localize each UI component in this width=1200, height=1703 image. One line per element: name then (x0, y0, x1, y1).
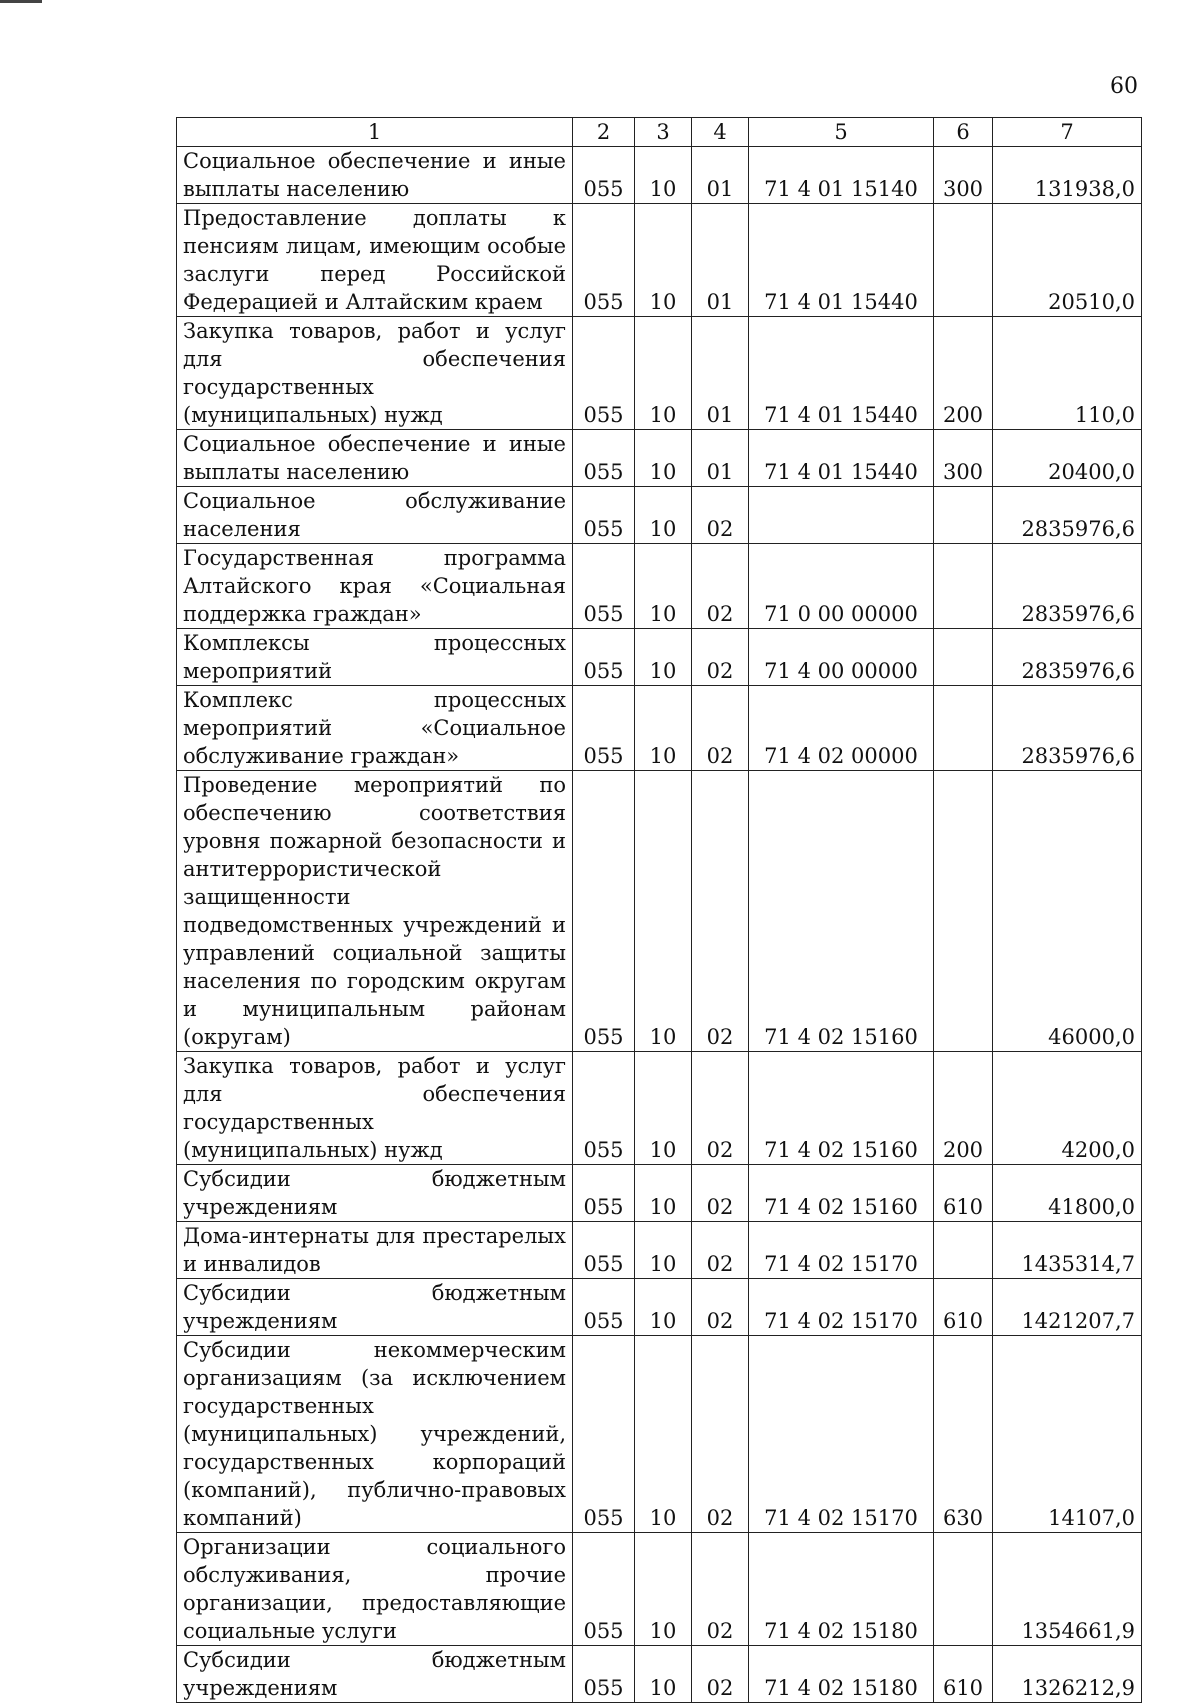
code-subsection-cell: 01 (692, 204, 749, 317)
code-target-item-cell: 71 4 02 15180 (749, 1533, 934, 1646)
code-subsection-cell: 02 (692, 487, 749, 544)
code-section-cell: 10 (635, 771, 692, 1052)
row-name-cell: Социальное обеспечение и иные выплаты населению (177, 147, 573, 204)
table-row (177, 1165, 1142, 1222)
code-target-item-cell: 71 4 02 15170 (749, 1279, 934, 1336)
code-target-item-cell: 71 4 02 15170 (749, 1222, 934, 1279)
code-subsection-cell: 01 (692, 430, 749, 487)
header-row (177, 118, 1142, 147)
table-row (177, 147, 1142, 204)
code-ministry-cell: 055 (573, 686, 635, 771)
amount-cell: 1435314,7 (993, 1222, 1142, 1279)
row-name-cell: Субсидии бюджетным учреждениям (177, 1165, 573, 1222)
code-ministry-cell: 055 (573, 1533, 635, 1646)
code-target-item-cell: 71 4 01 15140 (749, 147, 934, 204)
amount-cell: 2835976,6 (993, 629, 1142, 686)
code-expense-type-cell (934, 686, 993, 771)
table-row (177, 487, 1142, 544)
code-ministry-cell: 055 (573, 1165, 635, 1222)
code-subsection-cell: 02 (692, 629, 749, 686)
row-name-cell: Комплексы процессных мероприятий (177, 629, 573, 686)
code-section-cell: 10 (635, 147, 692, 204)
header-cell: 5 (749, 118, 934, 147)
code-section-cell: 10 (635, 1052, 692, 1165)
table-row (177, 204, 1142, 317)
code-subsection-cell: 02 (692, 1222, 749, 1279)
code-target-item-cell: 71 4 02 15160 (749, 1052, 934, 1165)
table-row (177, 544, 1142, 629)
code-section-cell: 10 (635, 544, 692, 629)
table-row (177, 317, 1142, 430)
amount-cell: 2835976,6 (993, 686, 1142, 771)
code-subsection-cell: 02 (692, 686, 749, 771)
code-ministry-cell: 055 (573, 204, 635, 317)
code-target-item-cell: 71 0 00 00000 (749, 544, 934, 629)
amount-cell: 1421207,7 (993, 1279, 1142, 1336)
code-ministry-cell: 055 (573, 771, 635, 1052)
table-row (177, 629, 1142, 686)
code-section-cell: 10 (635, 1646, 692, 1703)
page-number: 60 (1110, 74, 1138, 99)
code-expense-type-cell (934, 771, 993, 1052)
row-name-cell: Дома-интернаты для престарелых и инвалидов (177, 1222, 573, 1279)
amount-cell: 46000,0 (993, 771, 1142, 1052)
row-name-cell: Закупка товаров, работ и услуг для обеспечения государственных (муниципальных) нужд (177, 317, 573, 430)
code-section-cell: 10 (635, 686, 692, 771)
table-row (177, 1279, 1142, 1336)
table-row (177, 1336, 1142, 1533)
code-ministry-cell: 055 (573, 430, 635, 487)
code-expense-type-cell: 630 (934, 1336, 993, 1533)
code-expense-type-cell: 610 (934, 1646, 993, 1703)
code-subsection-cell: 02 (692, 1336, 749, 1533)
code-target-item-cell: 71 4 02 15180 (749, 1646, 934, 1703)
code-section-cell: 10 (635, 629, 692, 686)
code-ministry-cell: 055 (573, 1222, 635, 1279)
code-target-item-cell (749, 487, 934, 544)
code-target-item-cell: 71 4 02 15160 (749, 1165, 934, 1222)
amount-cell: 4200,0 (993, 1052, 1142, 1165)
budget-table (176, 117, 1142, 1703)
table-row (177, 686, 1142, 771)
row-name-cell: Проведение мероприятий по обеспечению соответствия уровня пожарной безопасности и антитеррористической защищенности подведомственных учреждений и управлений социальной защиты населения по городским округам и муниципальным районам (округам) (177, 771, 573, 1052)
code-expense-type-cell (934, 204, 993, 317)
code-section-cell: 10 (635, 487, 692, 544)
code-ministry-cell: 055 (573, 544, 635, 629)
code-expense-type-cell (934, 1222, 993, 1279)
code-expense-type-cell: 610 (934, 1165, 993, 1222)
code-subsection-cell: 01 (692, 317, 749, 430)
code-ministry-cell: 055 (573, 1052, 635, 1165)
row-name-cell: Закупка товаров, работ и услуг для обеспечения государственных (муниципальных) нужд (177, 1052, 573, 1165)
amount-cell: 2835976,6 (993, 487, 1142, 544)
code-target-item-cell: 71 4 01 15440 (749, 204, 934, 317)
row-name-cell: Субсидии некоммерческим организациям (за исключением государственных (муниципальных) учреждений, государственных корпораций (компаний), публично-правовых компаний) (177, 1336, 573, 1533)
row-name-cell: Государственная программа Алтайского края «Социальная поддержка граждан» (177, 544, 573, 629)
table-body (177, 147, 1142, 1703)
row-name-cell: Социальное обеспечение и иные выплаты населению (177, 430, 573, 487)
scan-edge-mark (0, 0, 42, 3)
amount-cell: 1354661,9 (993, 1533, 1142, 1646)
code-subsection-cell: 02 (692, 771, 749, 1052)
code-ministry-cell: 055 (573, 487, 635, 544)
code-target-item-cell: 71 4 01 15440 (749, 430, 934, 487)
code-expense-type-cell (934, 629, 993, 686)
amount-cell: 110,0 (993, 317, 1142, 430)
amount-cell: 14107,0 (993, 1336, 1142, 1533)
code-ministry-cell: 055 (573, 1336, 635, 1533)
code-section-cell: 10 (635, 204, 692, 317)
header-cell: 7 (993, 118, 1142, 147)
code-subsection-cell: 02 (692, 1646, 749, 1703)
code-expense-type-cell (934, 544, 993, 629)
code-subsection-cell: 02 (692, 544, 749, 629)
row-name-cell: Субсидии бюджетным учреждениям (177, 1646, 573, 1703)
code-expense-type-cell: 200 (934, 317, 993, 430)
row-name-cell: Комплекс процессных мероприятий «Социальное обслуживание граждан» (177, 686, 573, 771)
header-cell: 4 (692, 118, 749, 147)
code-expense-type-cell: 610 (934, 1279, 993, 1336)
code-section-cell: 10 (635, 1165, 692, 1222)
code-expense-type-cell (934, 487, 993, 544)
header-cell: 1 (177, 118, 573, 147)
code-section-cell: 10 (635, 317, 692, 430)
table-row (177, 430, 1142, 487)
code-section-cell: 10 (635, 1279, 692, 1336)
header-cell: 3 (635, 118, 692, 147)
code-target-item-cell: 71 4 02 15170 (749, 1336, 934, 1533)
table-row (177, 1052, 1142, 1165)
code-subsection-cell: 01 (692, 147, 749, 204)
amount-cell: 2835976,6 (993, 544, 1142, 629)
code-section-cell: 10 (635, 1222, 692, 1279)
code-ministry-cell: 055 (573, 1279, 635, 1336)
row-name-cell: Социальное обслуживание населения (177, 487, 573, 544)
code-target-item-cell: 71 4 02 15160 (749, 771, 934, 1052)
code-ministry-cell: 055 (573, 147, 635, 204)
header-cell: 2 (573, 118, 635, 147)
code-subsection-cell: 02 (692, 1165, 749, 1222)
table-row (177, 771, 1142, 1052)
row-name-cell: Субсидии бюджетным учреждениям (177, 1279, 573, 1336)
row-name-cell: Организации социального обслуживания, прочие организации, предоставляющие социальные услуги (177, 1533, 573, 1646)
amount-cell: 20400,0 (993, 430, 1142, 487)
code-expense-type-cell (934, 1533, 993, 1646)
code-target-item-cell: 71 4 02 00000 (749, 686, 934, 771)
code-section-cell: 10 (635, 430, 692, 487)
code-expense-type-cell: 200 (934, 1052, 993, 1165)
code-subsection-cell: 02 (692, 1279, 749, 1336)
code-expense-type-cell: 300 (934, 147, 993, 204)
code-ministry-cell: 055 (573, 629, 635, 686)
table-row (177, 1646, 1142, 1703)
header-cell: 6 (934, 118, 993, 147)
amount-cell: 131938,0 (993, 147, 1142, 204)
table-row (177, 1533, 1142, 1646)
code-ministry-cell: 055 (573, 317, 635, 430)
amount-cell: 41800,0 (993, 1165, 1142, 1222)
code-subsection-cell: 02 (692, 1533, 749, 1646)
code-target-item-cell: 71 4 00 00000 (749, 629, 934, 686)
code-section-cell: 10 (635, 1336, 692, 1533)
amount-cell: 1326212,9 (993, 1646, 1142, 1703)
code-section-cell: 10 (635, 1533, 692, 1646)
table-row (177, 1222, 1142, 1279)
code-ministry-cell: 055 (573, 1646, 635, 1703)
code-target-item-cell: 71 4 01 15440 (749, 317, 934, 430)
row-name-cell: Предоставление доплаты к пенсиям лицам, имеющим особые заслуги перед Российской Федерацией и Алтайским краем (177, 204, 573, 317)
code-subsection-cell: 02 (692, 1052, 749, 1165)
amount-cell: 20510,0 (993, 204, 1142, 317)
code-expense-type-cell: 300 (934, 430, 993, 487)
